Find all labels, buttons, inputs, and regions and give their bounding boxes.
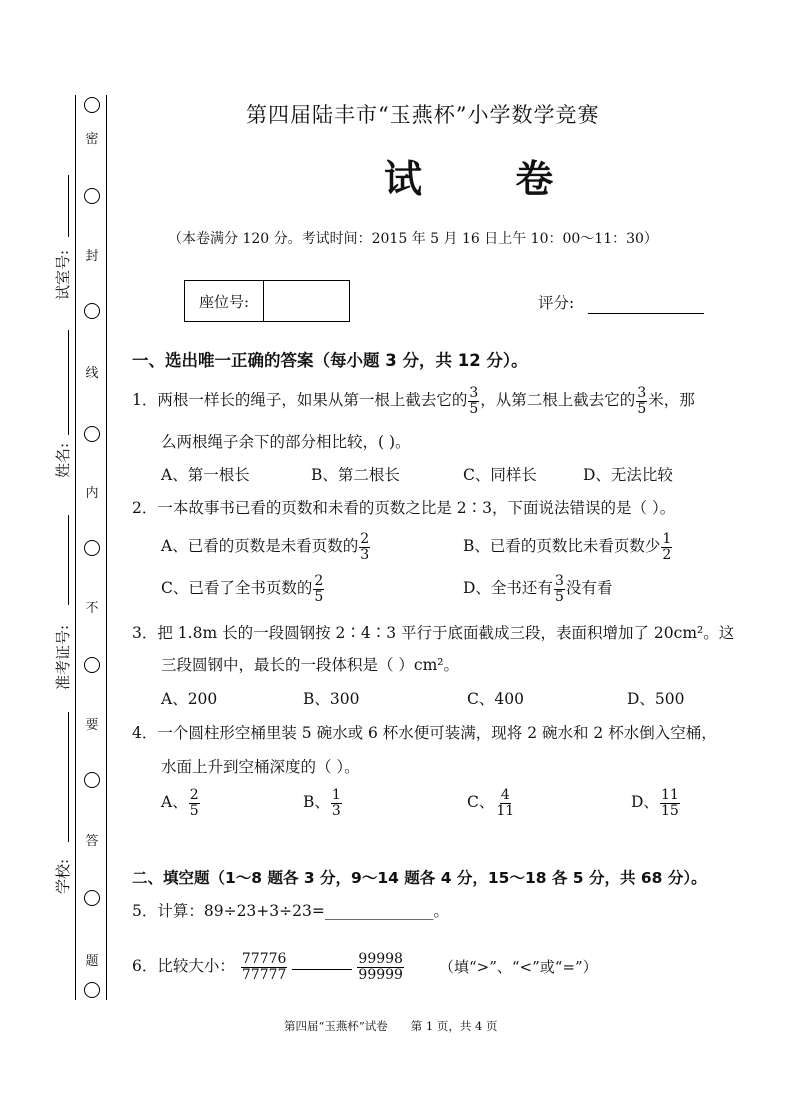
fraction: $\frac{2}{5}$ <box>189 787 199 819</box>
seal-char: 密 <box>85 132 99 147</box>
fraction: $\frac{4}{11}$ <box>496 787 515 819</box>
fraction: $\frac{11}{15}$ <box>660 787 679 819</box>
q4-option-c-label: C、 <box>467 793 495 812</box>
binding-hole <box>84 772 100 788</box>
margin-line-left <box>75 95 76 1000</box>
q1-option-c[interactable]: C、同样长 <box>463 466 537 484</box>
question-3-line-2: 三段圆钢中，最长的一段体积是（ ）cm²。 <box>161 656 460 674</box>
binding-hole <box>84 540 100 556</box>
question-5: 5．计算：89÷23+3÷23=______________。 <box>132 902 449 920</box>
question-6-label: 6．比较大小： <box>132 957 235 976</box>
q2-option-c-text: C、已看了全书页数的 <box>161 579 313 598</box>
question-3-line-1: 3．把 1.8m 长的一段圆钢按 2∶4∶3 平行于底面截成三段，表面积增加了 20cm²。这 <box>132 624 735 642</box>
seat-number-label: 座位号: <box>185 281 264 321</box>
q1-option-b[interactable]: B、第二根长 <box>311 466 400 484</box>
school-label: 学校: <box>54 858 72 894</box>
section-1-heading: 一、选出唯一正确的答案（每小题 3 分，共 12 分）。 <box>132 351 528 370</box>
binding-hole <box>84 426 100 442</box>
fraction: $\frac{1}{3}$ <box>331 787 341 819</box>
q2-option-a[interactable] <box>161 532 371 562</box>
binding-hole <box>84 982 100 998</box>
fraction: $\frac{77776}{77777}$ <box>241 951 287 983</box>
q1-text-c: 米，那 <box>648 391 695 410</box>
q1-text-b: ，从第二根上截去它的 <box>480 391 636 410</box>
question-4-line-2: 水面上升到空桶深度的（ ）。 <box>161 758 360 776</box>
q1-text-a: 1．两根一样长的绳子，如果从第一根上截去它的 <box>132 391 468 410</box>
school-line[interactable] <box>68 712 69 842</box>
name-line[interactable] <box>68 330 69 435</box>
q2-option-b-text: B、已看的页数比未看页数少 <box>463 537 661 556</box>
seal-char: 封 <box>85 249 99 264</box>
binding-hole <box>84 188 100 204</box>
q4-option-a-label: A、 <box>161 793 188 812</box>
fraction: $\frac{99998}{99999}$ <box>358 951 403 983</box>
q3-option-c[interactable]: C、400 <box>467 690 524 708</box>
question-2-stem: 2．一本故事书已看的页数和未看的页数之比是 2∶3，下面说法错误的是（ ）。 <box>132 499 676 517</box>
fraction: $\frac{2}{5}$ <box>314 573 324 605</box>
question-6-hint: （填“>”、“<”或“=”） <box>438 957 598 976</box>
paper-heading: 试 卷 <box>384 156 594 201</box>
q2-option-c[interactable] <box>161 574 325 604</box>
q2-option-b[interactable] <box>463 532 673 562</box>
q2-option-a-text: A、已看的页数是未看页数的 <box>161 537 359 556</box>
fraction: $\frac{3}{5}$ <box>469 385 479 417</box>
q4-option-d-label: D、 <box>631 793 659 812</box>
name-label: 姓名: <box>54 442 72 478</box>
fraction: $\frac{1}{2}$ <box>662 531 672 563</box>
room-number-label: 试室号: <box>54 249 72 300</box>
seal-char: 不 <box>85 601 99 616</box>
section-2-heading: 二、填空题（1～8 题各 3 分，9～14 题各 4 分，15～18 各 5 分，共 68 分）。 <box>132 869 707 887</box>
room-number-line[interactable] <box>68 175 69 237</box>
question-1-line-1 <box>132 386 695 416</box>
q3-option-a[interactable]: A、200 <box>161 690 218 708</box>
seal-char: 要 <box>85 718 99 733</box>
question-1-line-2: 么两根绳子余下的部分相比较，( )。 <box>161 433 411 451</box>
binding-hole <box>84 303 100 319</box>
q2-option-d-text-end: 没有看 <box>565 579 613 598</box>
seal-char: 内 <box>85 486 99 501</box>
fraction: $\frac{3}{5}$ <box>637 385 647 417</box>
compare-blank[interactable] <box>292 969 352 970</box>
score-line[interactable] <box>588 313 704 314</box>
q4-option-a[interactable] <box>161 788 201 818</box>
q4-option-b-label: B、 <box>303 793 330 812</box>
seal-char: 线 <box>85 366 99 381</box>
fraction: $\frac{2}{3}$ <box>360 531 370 563</box>
q3-option-b[interactable]: B、300 <box>303 690 360 708</box>
binding-hole <box>84 97 100 113</box>
page-footer: 第四届“玉燕杯”试卷 第 1 页，共 4 页 <box>284 1019 498 1033</box>
question-6 <box>132 952 598 982</box>
seal-char: 题 <box>85 954 99 969</box>
seal-char: 答 <box>85 834 99 849</box>
exam-id-label: 准考证号: <box>54 624 72 690</box>
q4-option-b[interactable] <box>303 788 343 818</box>
margin-line-right <box>106 95 107 1000</box>
q2-option-d[interactable] <box>463 574 612 604</box>
q1-option-a[interactable]: A、第一根长 <box>161 466 250 484</box>
q3-option-d[interactable]: D、500 <box>627 690 685 708</box>
q2-option-d-text: D、全书还有 <box>463 579 553 598</box>
q4-option-d[interactable] <box>631 788 681 818</box>
q1-option-d[interactable]: D、无法比较 <box>583 466 673 484</box>
exam-info: （本卷满分 120 分。考试时间：2015 年 5 月 16 日上午 10：00～11：30） <box>168 231 658 247</box>
exam-id-line[interactable] <box>68 515 69 605</box>
fraction: $\frac{3}{5}$ <box>554 573 564 605</box>
page-title: 第四届陆丰市“玉燕杯”小学数学竞赛 <box>246 103 600 127</box>
question-4-line-1: 4．一个圆柱形空桶里装 5 碗水或 6 杯水便可装满，现将 2 碗水和 2 杯水倒入空桶， <box>132 724 717 742</box>
binding-hole <box>84 890 100 906</box>
q4-option-c[interactable] <box>467 788 516 818</box>
binding-hole <box>84 657 100 673</box>
seat-number-input[interactable] <box>264 281 348 321</box>
score-label: 评分: <box>538 294 575 312</box>
